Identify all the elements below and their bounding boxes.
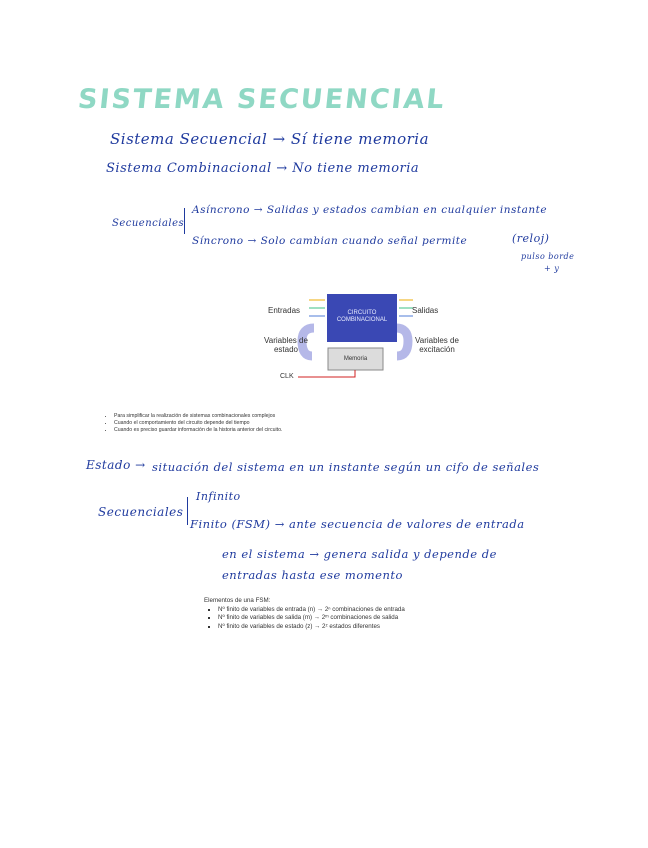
list-item: ▪ Nº finito de variables de estado (z) → 2ᶻ estados diferentes	[218, 623, 405, 632]
list-item: • Para simplificar la realización de sistemas combinacionales complejos	[114, 413, 282, 420]
variables-excitacion-label: Variables de excitación	[415, 336, 459, 354]
reasons-list	[104, 413, 282, 435]
note-estado-def: situación del sistema en un instante según un cifo de señales	[152, 460, 540, 474]
note-infinito: Infinito	[196, 490, 241, 503]
note-secuenciales-label: Secuenciales	[112, 218, 185, 229]
bracket-2	[187, 497, 188, 525]
note-finito-3: entradas hasta ese momento	[222, 568, 403, 582]
note-secuencial: Sistema Secuencial → Sí tiene memoria	[110, 130, 430, 148]
note-estado-label: Estado →	[86, 458, 146, 472]
note-combinacional: Sistema Combinacional → No tiene memoria	[106, 161, 420, 176]
fsm-elements	[204, 597, 405, 631]
note-asincrono: Asíncrono → Salidas y estados cambian en cualquier instante	[192, 204, 548, 216]
entradas-label: Entradas	[268, 306, 301, 315]
fsm-heading: Elementos de una FSM:	[204, 597, 271, 604]
sequential-circuit-diagram	[262, 286, 462, 386]
note-reloj: (reloj)	[512, 232, 550, 245]
feedback-arrow-right	[396, 328, 408, 356]
note-pulso: pulso borde	[521, 252, 575, 261]
note-pulso-2: + y	[544, 264, 560, 273]
clk-label: CLK	[280, 373, 294, 380]
list-item: ▪ Nº finito de variables de entrada (n) → 2ⁿ combinaciones de entrada	[218, 606, 405, 615]
salidas-label: Salidas	[412, 306, 439, 315]
bracket-1	[184, 208, 185, 234]
note-finito-2: en el sistema → genera salida y depende de	[222, 547, 497, 561]
memoria-label: Memoria	[343, 356, 368, 362]
note-secuenciales-label-2: Secuenciales	[98, 505, 184, 519]
fsm-list	[204, 606, 405, 632]
circuito-label: CIRCUITO COMBINACIONAL	[336, 310, 388, 323]
clk-line	[298, 370, 355, 377]
note-finito: Finito (FSM) → ante secuencia de valores de entrada	[190, 517, 525, 531]
list-item: • Cuando el comportamiento del circuito depende del tiempo	[114, 420, 282, 427]
page-title: SISTEMA SECUENCIAL	[76, 84, 448, 115]
list-item: • Cuando es preciso guardar información de la historia anterior del circuito.	[114, 427, 282, 434]
list-item: ▪ Nº finito de variables de salida (m) → 2ᵐ combinaciones de salida	[218, 614, 405, 623]
variables-estado-label: Variables de estado	[264, 336, 308, 354]
note-sincrono: Síncrono → Solo cambian cuando señal permite	[192, 235, 468, 247]
